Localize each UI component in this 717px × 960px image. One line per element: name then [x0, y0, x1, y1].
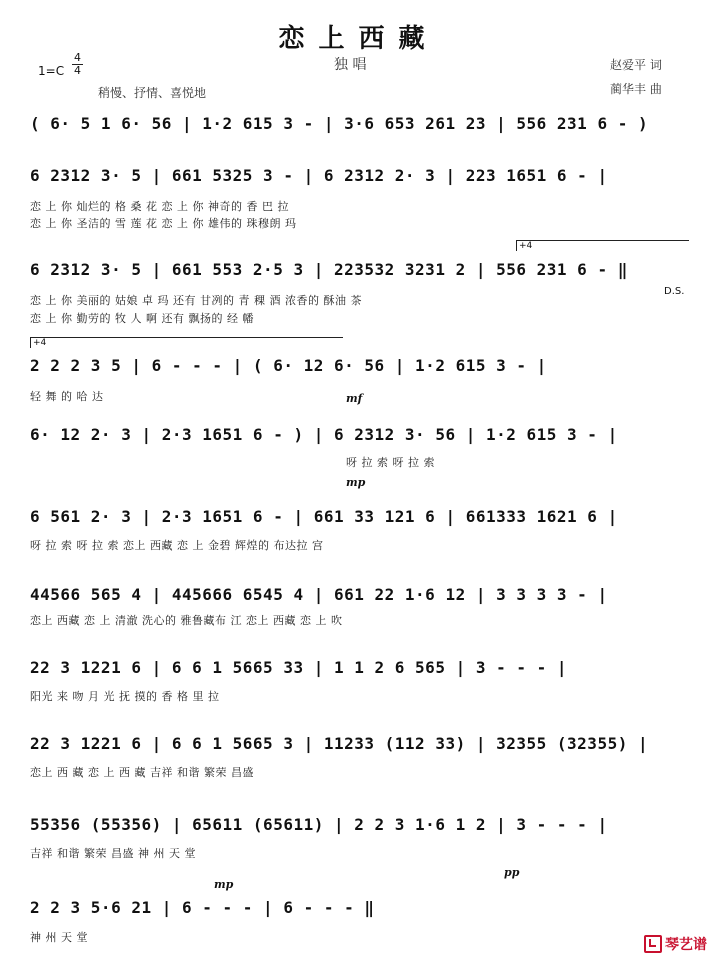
staff-line-2-lyrics-2: 恋 上 你 圣洁的 雪 莲 花 恋 上 你 雄伟的 珠穆朗 玛: [30, 217, 297, 230]
volta-bracket-2: +4: [30, 337, 343, 348]
staff-line-3-lyrics-1: 恋 上 你 美丽的 姑娘 卓 玛 还有 甘冽的 青 稞 酒 浓香的 酥油 茶: [30, 294, 362, 307]
staff-line-2-lyrics-1: 恋 上 你 灿烂的 格 桑 花 恋 上 你 神奇的 香 巴 拉: [30, 200, 289, 213]
staff-line-11-lyrics: 神 州 天 堂: [30, 931, 88, 944]
dynamic-mp-final: mp: [214, 878, 234, 891]
dynamic-mp: mp: [346, 476, 366, 489]
staff-line-11-notes: 2 2 3 5·6 21 | 6 - - - | 6 - - - ‖: [30, 898, 375, 917]
dynamic-mf: mf: [346, 392, 363, 405]
staff-line-9-notes: 22 3 1221 6 | 6 6 1 5665 3 | 11233 (112 33) | 32355 (32355) |: [30, 734, 649, 753]
song-title: 恋上西藏: [278, 24, 439, 54]
staff-line-2-notes: 6 2312 3· 5 | 661 5325 3 - | 6 2312 2· 3 | 223 1651 6 - |: [30, 166, 608, 185]
staff-line-8-lyrics: 阳光 来 吻 月 光 抚 摸的 香 格 里 拉: [30, 690, 220, 703]
expression-mark: 稍慢、抒情、喜悦地: [98, 86, 207, 100]
staff-line-6-lyrics: 呀 拉 索 呀 拉 索 恋上 西藏 恋 上 金碧 辉煌的 布达拉 宫: [30, 539, 324, 552]
performance-type: 独 唱: [334, 57, 367, 73]
staff-line-10-lyrics: 吉祥 和谐 繁荣 昌盛 神 州 天 堂: [30, 847, 196, 860]
staff-line-9-lyrics: 恋上 西 藏 恋 上 西 藏 吉祥 和谐 繁荣 昌盛: [30, 766, 254, 779]
staff-line-4-notes: 2 2 2 3 5 | 6 - - - | ( 6· 12 6· 56 | 1·2 615 3 - |: [30, 356, 547, 375]
staff-line-4-lyrics: 轻 舞 的 哈 达: [30, 390, 104, 403]
watermark-logo: [644, 934, 707, 954]
staff-line-6-notes: 6 561 2· 3 | 2·3 1651 6 - | 661 33 121 6 | 661333 1621 6 |: [30, 507, 618, 526]
staff-line-1-notes: ( 6· 5 1 6· 56 | 1·2 615 3 - | 3·6 653 261 23 | 556 231 6 - ): [30, 114, 649, 133]
staff-line-7-lyrics: 恋上 西藏 恋 上 清澈 洗心的 雅鲁藏布 江 恋上 西藏 恋 上 吹: [30, 614, 343, 627]
qinyipu-logo-icon: [644, 935, 662, 953]
meter-bottom: 4: [74, 64, 81, 77]
staff-line-5-notes: 6· 12 2· 3 | 2·3 1651 6 - ) | 6 2312 3· 56 | 1·2 615 3 - |: [30, 425, 618, 444]
staff-line-5-lyrics: 呀 拉 索 呀 拉 索: [346, 456, 435, 469]
key-signature: 1=C: [38, 64, 65, 78]
meter-top: 4: [74, 51, 81, 64]
staff-line-3-notes: 6 2312 3· 5 | 661 553 2·5 3 | 223532 3231 2 | 556 231 6 - ‖: [30, 260, 628, 279]
dal-segno-mark: D.S.: [664, 286, 685, 297]
staff-line-3-lyrics-2: 恋 上 你 勤劳的 牧 人 啊 还有 飘扬的 经 幡: [30, 312, 254, 325]
volta-bracket-1: +4: [516, 240, 689, 251]
time-signature: [72, 52, 83, 77]
watermark-text: 琴艺谱: [665, 937, 707, 953]
lyricist: 赵爱平 词: [610, 58, 662, 72]
staff-line-8-notes: 22 3 1221 6 | 6 6 1 5665 33 | 1 1 2 6 565 | 3 - - - |: [30, 658, 568, 677]
dynamic-pp: pp: [504, 866, 520, 879]
composer: 蔺华丰 曲: [610, 82, 662, 96]
staff-line-10-notes: 55356 (55356) | 65611 (65611) | 2 2 3 1·6 1 2 | 3 - - - |: [30, 815, 608, 834]
staff-line-7-notes: 44566 565 4 | 445666 6545 4 | 661 22 1·6 12 | 3 3 3 3 - |: [30, 585, 608, 604]
